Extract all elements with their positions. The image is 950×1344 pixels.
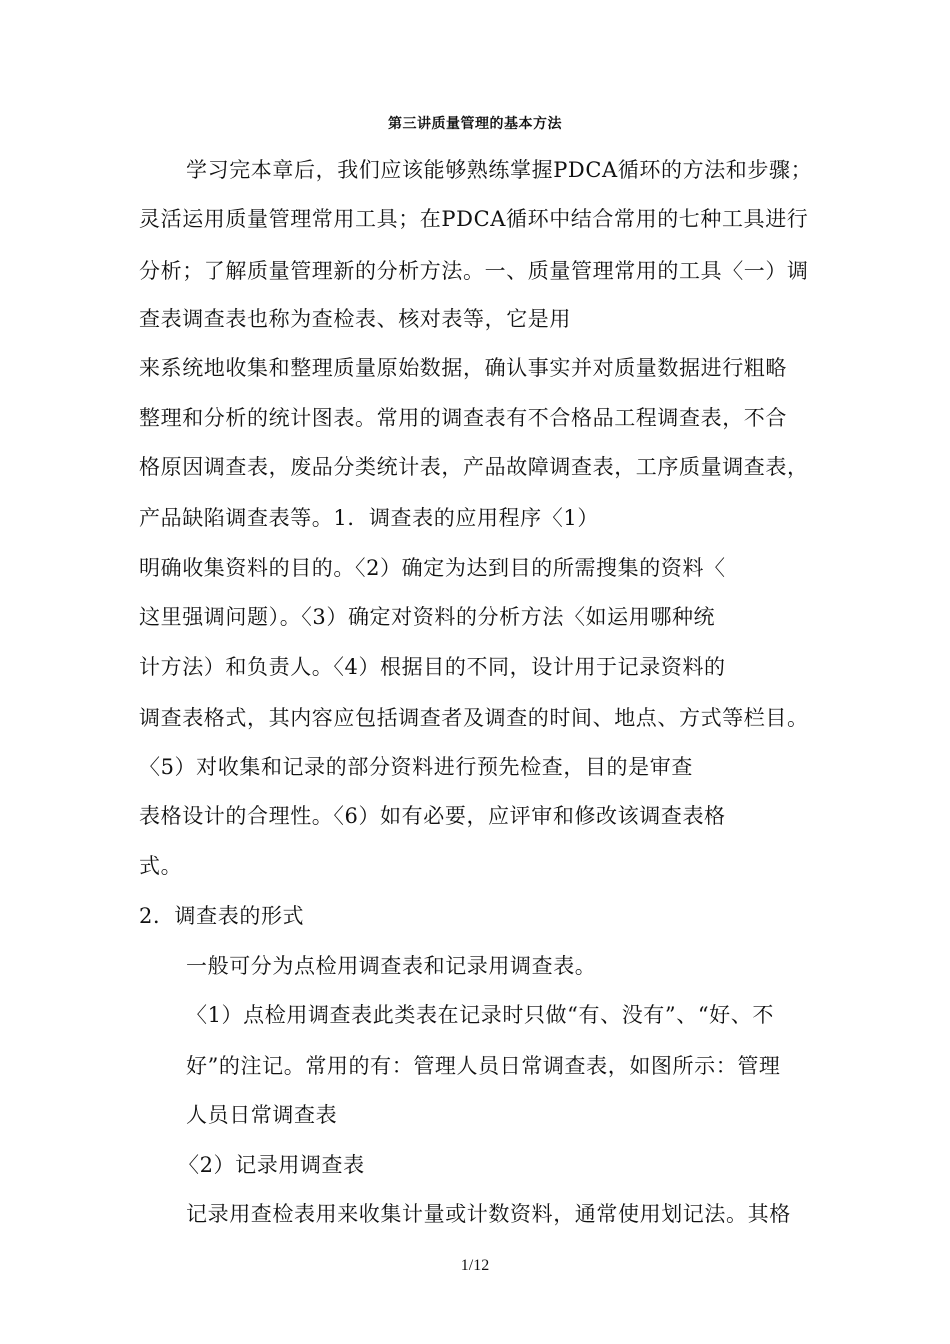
text-line: 〈2）记录用调查表 <box>178 1153 365 1177</box>
text-line: 式。 <box>139 854 183 878</box>
text-line: 格原因调查表，废品分类统计表，产品故障调查表，工序质量调查表， <box>139 455 809 479</box>
text-line: 计方法）和负责人。〈4）根据目的不同，设计用于记录资料的 <box>139 655 726 679</box>
text-line: 整理和分析的统计图表。常用的调查表有不合格品工程调查表，不合 <box>139 406 787 430</box>
document-title: 第三讲质量管理的基本方法 <box>388 116 562 132</box>
text-line: 分析；了解质量管理新的分析方法。一、质量管理常用的工具〈一）调 <box>139 259 809 283</box>
text-line: 来系统地收集和整理质量原始数据，确认事实并对质量数据进行粗略 <box>139 356 787 380</box>
text-line: 人员日常调查表 <box>186 1103 338 1127</box>
page-number: 1/12 <box>460 1257 490 1274</box>
text-line: 查表调查表也称为查检表、核对表等，它是用 <box>139 307 571 331</box>
text-line: 记录用查检表用来收集计量或计数资料，通常使用划记法。其格 <box>186 1202 791 1226</box>
text-line: 〈1）点检用调查表此类表在记录时只做“有、没有”、“好、不 <box>186 1003 774 1027</box>
text-line: 调查表格式，其内容应包括调查者及调查的时间、地点、方式等栏目。 <box>139 706 809 730</box>
text-line: 学习完本章后，我们应该能够熟练掌握PDCA循环的方法和步骤； <box>186 158 813 182</box>
text-line: 灵活运用质量管理常用工具；在PDCA循环中结合常用的七种工具进行 <box>139 207 809 231</box>
text-line: 好”的注记。常用的有：管理人员日常调查表，如图所示：管理 <box>186 1054 781 1078</box>
text-line: 一般可分为点检用调查表和记录用调查表。 <box>186 954 597 978</box>
text-line: 表格设计的合理性。〈6）如有必要，应评审和修改该调查表格 <box>139 804 726 828</box>
section-heading: 2．调查表的形式 <box>139 904 305 928</box>
text-line: 明确收集资料的目的。〈2）确定为达到目的所需搜集的资料〈 <box>139 556 726 580</box>
text-line: 〈5）对收集和记录的部分资料进行预先检查，目的是审查 <box>139 755 693 779</box>
text-line: 产品缺陷调查表等。1．调查表的应用程序〈1） <box>139 506 599 530</box>
text-line: 这里强调问题）。〈3）确定对资料的分析方法〈如运用哪种统 <box>139 605 716 629</box>
